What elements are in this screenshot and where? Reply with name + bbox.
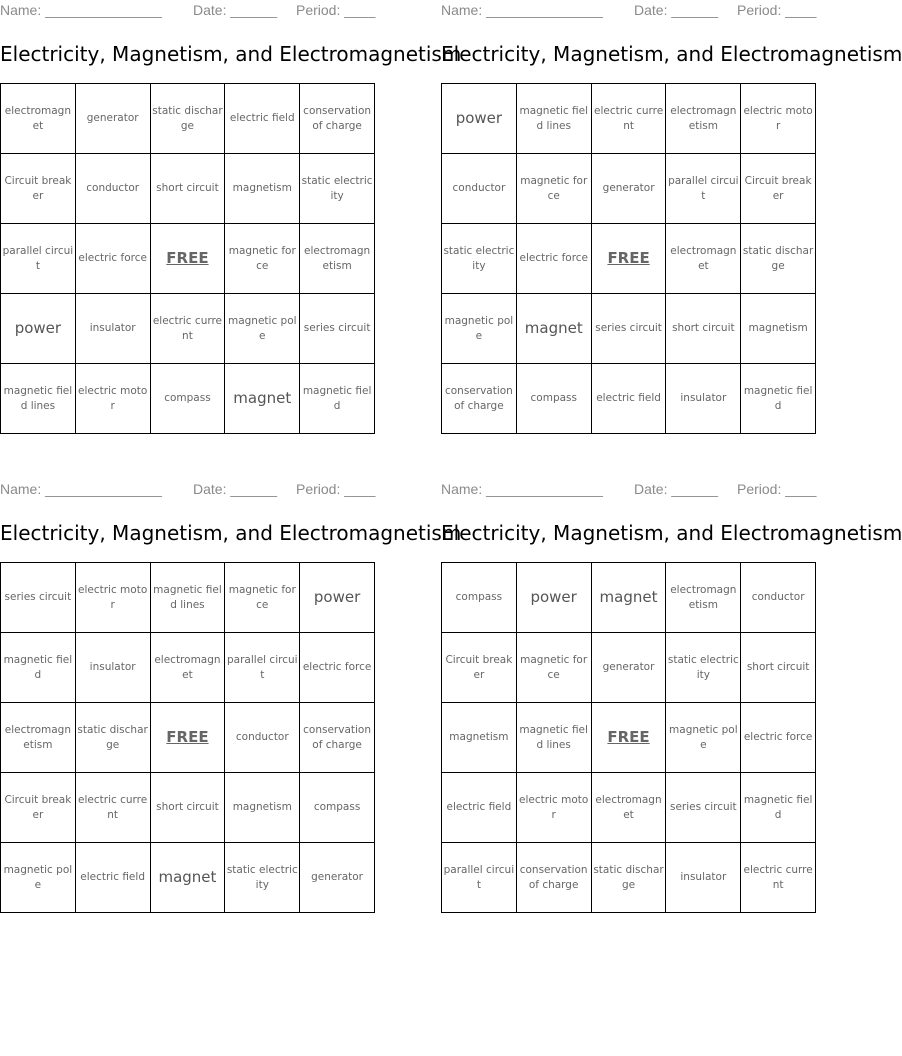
bingo-cell: short circuit: [150, 773, 225, 843]
bingo-row: [1, 364, 375, 434]
card-title: Electricity, Magnetism, and Electromagnetism: [0, 42, 462, 66]
card-title: Electricity, Magnetism, and Electromagnetism: [0, 521, 462, 545]
bingo-cell: conductor: [75, 154, 150, 224]
bingo-row: [1, 154, 375, 224]
bingo-cell: magnetic field: [300, 364, 375, 434]
bingo-cell: short circuit: [150, 154, 225, 224]
bingo-row: [442, 703, 816, 773]
date-field: Date: ______: [193, 2, 278, 18]
bingo-cell: magnet: [591, 563, 666, 633]
bingo-cell: electromagnetism: [666, 84, 741, 154]
bingo-cell: conductor: [741, 563, 816, 633]
bingo-cell: static discharge: [75, 703, 150, 773]
bingo-cell: magnetic field lines: [150, 563, 225, 633]
bingo-cell: Circuit breaker: [442, 633, 517, 703]
bingo-cell: insulator: [75, 294, 150, 364]
bingo-row: [1, 703, 375, 773]
bingo-row: [442, 633, 816, 703]
bingo-row: [442, 843, 816, 913]
bingo-cell: static electricity: [300, 154, 375, 224]
bingo-cell: magnetic field lines: [516, 84, 591, 154]
bingo-cell: electromagnet: [591, 773, 666, 843]
bingo-row: [442, 154, 816, 224]
bingo-cell: Circuit breaker: [1, 154, 76, 224]
bingo-row: [1, 773, 375, 843]
bingo-cell: magnetic pole: [442, 294, 517, 364]
bingo-cell: conservation of charge: [442, 364, 517, 434]
bingo-cell: electric force: [300, 633, 375, 703]
bingo-cell: electric current: [150, 294, 225, 364]
bingo-cell: electric motor: [75, 563, 150, 633]
bingo-cell: compass: [516, 364, 591, 434]
free-space: FREE: [591, 703, 666, 773]
bingo-cell: series circuit: [666, 773, 741, 843]
period-field: Period: ____: [296, 481, 376, 497]
bingo-cell: magnetic force: [225, 224, 300, 294]
bingo-row: [1, 843, 375, 913]
bingo-grid: [0, 562, 375, 913]
bingo-cell: electric force: [741, 703, 816, 773]
date-field: Date: ______: [193, 481, 278, 497]
bingo-cell: electromagnetism: [666, 563, 741, 633]
bingo-cell: parallel circuit: [1, 224, 76, 294]
bingo-cell: magnetic force: [516, 633, 591, 703]
bingo-cell: electric motor: [75, 364, 150, 434]
card-header: [441, 2, 861, 20]
bingo-cell: electric force: [516, 224, 591, 294]
bingo-cell: magnetic field: [1, 633, 76, 703]
bingo-cell: magnetic pole: [225, 294, 300, 364]
bingo-cell: electric field: [591, 364, 666, 434]
period-field: Period: ____: [296, 2, 376, 18]
bingo-cell: conservation of charge: [516, 843, 591, 913]
bingo-cell: series circuit: [1, 563, 76, 633]
bingo-cell: parallel circuit: [666, 154, 741, 224]
bingo-row: [442, 224, 816, 294]
bingo-cell: electric motor: [741, 84, 816, 154]
bingo-cell: series circuit: [300, 294, 375, 364]
free-space: FREE: [150, 224, 225, 294]
bingo-row: [1, 563, 375, 633]
card-header: [0, 481, 420, 499]
bingo-cell: magnetism: [442, 703, 517, 773]
bingo-row: [442, 773, 816, 843]
bingo-cell: short circuit: [666, 294, 741, 364]
bingo-cell: static discharge: [741, 224, 816, 294]
free-space: FREE: [591, 224, 666, 294]
bingo-row: [1, 224, 375, 294]
bingo-cell: magnetism: [225, 154, 300, 224]
bingo-cell: magnetic field: [741, 364, 816, 434]
bingo-cell: power: [516, 563, 591, 633]
bingo-row: [442, 294, 816, 364]
free-space: FREE: [150, 703, 225, 773]
bingo-cell: parallel circuit: [442, 843, 517, 913]
bingo-cell: power: [300, 563, 375, 633]
bingo-grid: [441, 83, 816, 434]
bingo-cell: compass: [442, 563, 517, 633]
bingo-row: [1, 84, 375, 154]
bingo-grid: [0, 83, 375, 434]
bingo-cell: electric force: [75, 224, 150, 294]
bingo-cell: insulator: [75, 633, 150, 703]
card-header: [0, 2, 420, 20]
bingo-cell: Circuit breaker: [741, 154, 816, 224]
bingo-cell: magnetic pole: [666, 703, 741, 773]
period-field: Period: ____: [737, 2, 817, 18]
bingo-cell: static electricity: [225, 843, 300, 913]
bingo-cell: generator: [300, 843, 375, 913]
bingo-cell: electric current: [741, 843, 816, 913]
bingo-cell: Circuit breaker: [1, 773, 76, 843]
bingo-cell: generator: [591, 154, 666, 224]
bingo-cell: magnetic force: [516, 154, 591, 224]
bingo-cell: insulator: [666, 843, 741, 913]
bingo-cell: magnetic field lines: [516, 703, 591, 773]
bingo-cell: magnetism: [225, 773, 300, 843]
bingo-cell: electromagnet: [1, 84, 76, 154]
bingo-cell: conductor: [442, 154, 517, 224]
bingo-cell: electromagnetism: [300, 224, 375, 294]
bingo-cell: compass: [300, 773, 375, 843]
bingo-cell: generator: [75, 84, 150, 154]
bingo-cell: generator: [591, 633, 666, 703]
bingo-cell: power: [1, 294, 76, 364]
bingo-cell: static discharge: [150, 84, 225, 154]
bingo-row: [442, 84, 816, 154]
bingo-cell: electromagnetism: [1, 703, 76, 773]
bingo-cell: magnetism: [741, 294, 816, 364]
bingo-cell: electric current: [591, 84, 666, 154]
card-header: [441, 481, 861, 499]
bingo-cell: electric current: [75, 773, 150, 843]
bingo-cell: electric motor: [516, 773, 591, 843]
period-field: Period: ____: [737, 481, 817, 497]
bingo-cell: conductor: [225, 703, 300, 773]
bingo-cell: short circuit: [741, 633, 816, 703]
bingo-row: [1, 294, 375, 364]
bingo-cell: series circuit: [591, 294, 666, 364]
bingo-cell: power: [442, 84, 517, 154]
bingo-cell: electromagnet: [150, 633, 225, 703]
bingo-cell: magnetic force: [225, 563, 300, 633]
bingo-cell: magnet: [516, 294, 591, 364]
bingo-cell: electric field: [442, 773, 517, 843]
date-field: Date: ______: [634, 481, 719, 497]
bingo-cell: electric field: [75, 843, 150, 913]
bingo-cell: magnetic pole: [1, 843, 76, 913]
bingo-cell: conservation of charge: [300, 703, 375, 773]
card-title: Electricity, Magnetism, and Electromagnetism: [441, 42, 902, 66]
date-field: Date: ______: [634, 2, 719, 18]
bingo-cell: conservation of charge: [300, 84, 375, 154]
bingo-row: [1, 633, 375, 703]
bingo-grid: [441, 562, 816, 913]
bingo-cell: magnetic field: [741, 773, 816, 843]
name-field: Name: _______________: [0, 481, 162, 497]
name-field: Name: _______________: [441, 2, 603, 18]
bingo-cell: static electricity: [442, 224, 517, 294]
name-field: Name: _______________: [441, 481, 603, 497]
bingo-cell: parallel circuit: [225, 633, 300, 703]
bingo-cell: insulator: [666, 364, 741, 434]
bingo-cell: electromagnet: [666, 224, 741, 294]
card-title: Electricity, Magnetism, and Electromagnetism: [441, 521, 902, 545]
bingo-row: [442, 563, 816, 633]
bingo-cell: electric field: [225, 84, 300, 154]
bingo-cell: compass: [150, 364, 225, 434]
bingo-cell: magnet: [225, 364, 300, 434]
bingo-row: [442, 364, 816, 434]
bingo-cell: magnet: [150, 843, 225, 913]
bingo-cell: static discharge: [591, 843, 666, 913]
bingo-cell: static electricity: [666, 633, 741, 703]
bingo-cell: magnetic field lines: [1, 364, 76, 434]
name-field: Name: _______________: [0, 2, 162, 18]
